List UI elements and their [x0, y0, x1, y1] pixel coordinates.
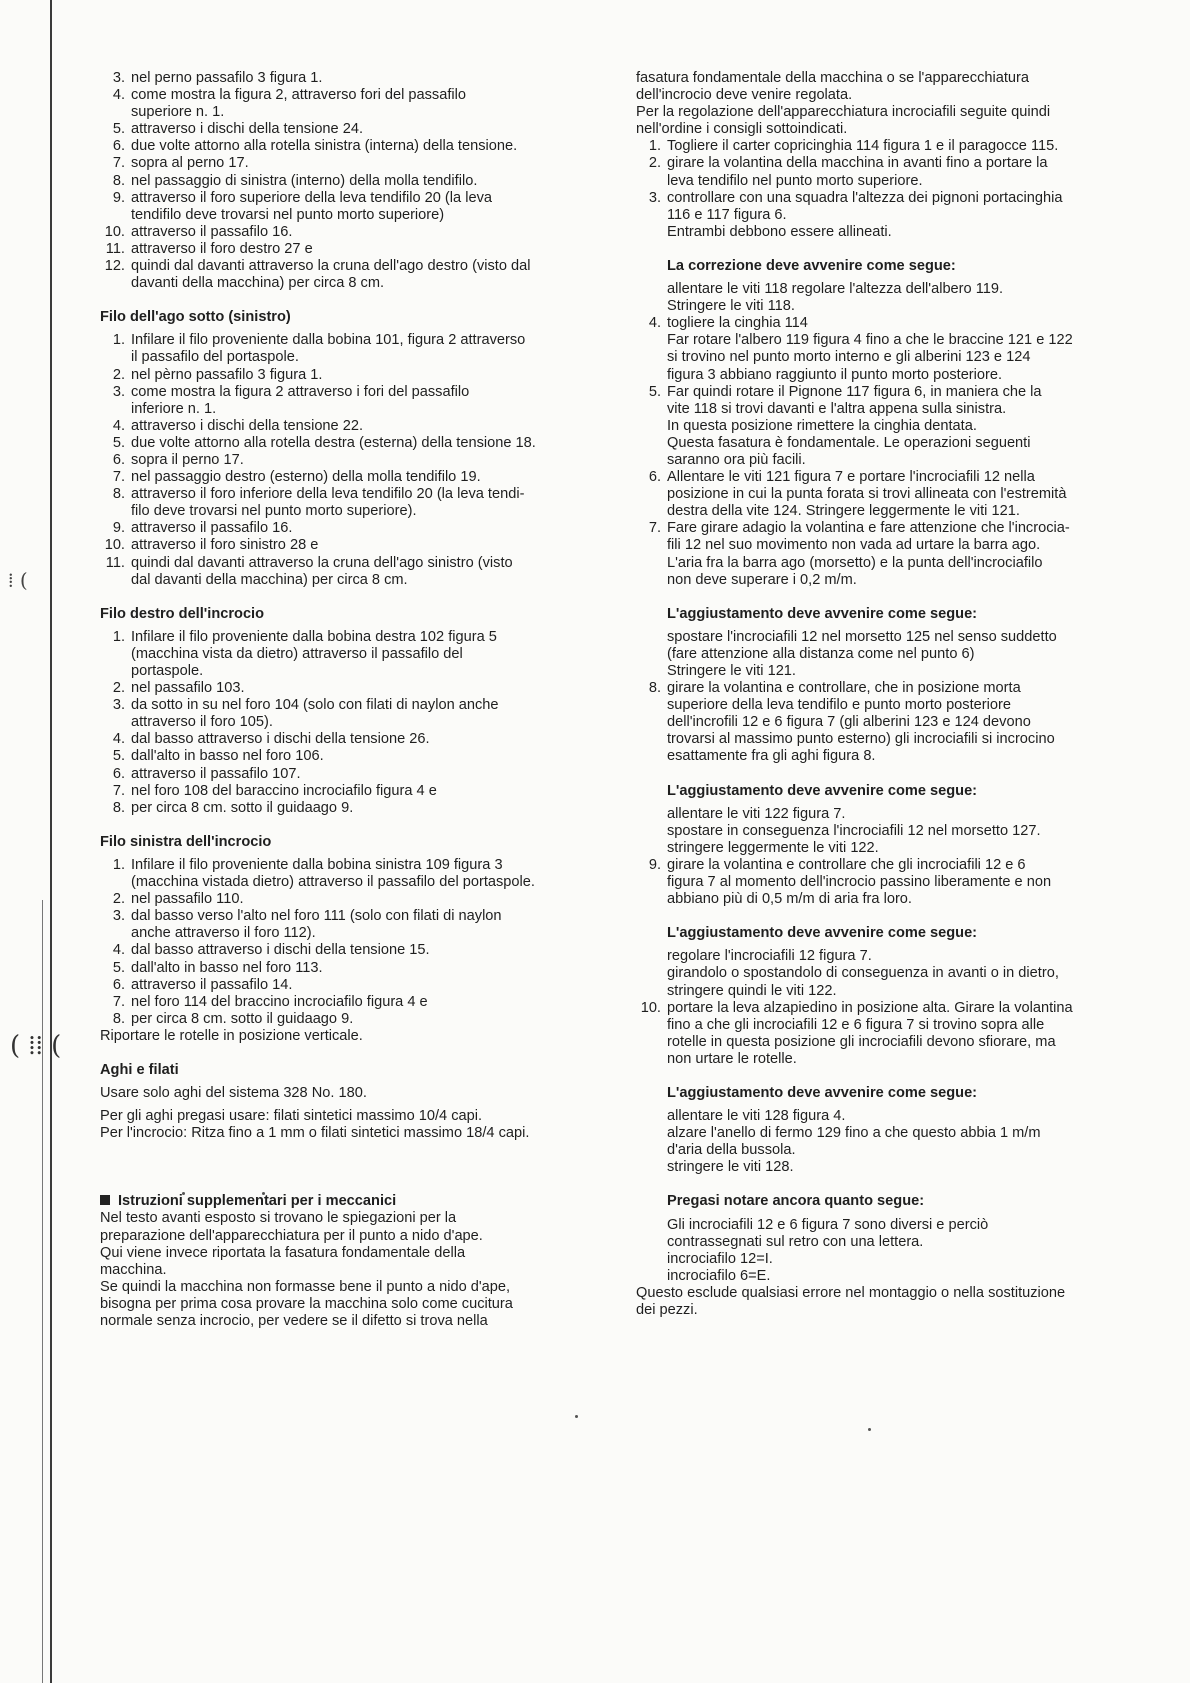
list-item-number: 6. [648, 469, 661, 486]
list-item [100, 994, 620, 1011]
list-item-text: nel foro 108 del baraccino incrociafilo figura 4 e [131, 782, 437, 799]
list-item-text: attraverso il passafilo 16. [131, 223, 293, 240]
adjustment-2-text: allentare le viti 122 figura 7. spostare in conseguenza l'incrociafili 12 nel morsetto 127. stringere leggermente le viti 122. [667, 805, 1041, 856]
list-item [636, 469, 1124, 520]
list-item [100, 190, 620, 224]
list-item-number: 5. [112, 959, 125, 976]
adjustment-4-text: allentare le viti 128 figura 4. alzare l'anello di fermo 129 fino a che questo abbia 1 m/m d'aria della bussola. stringere le viti 128. [667, 1108, 1041, 1176]
list-item-text: nel pèrno passafilo 3 figura 1. [131, 366, 323, 383]
list-item [100, 680, 620, 697]
scan-speck [868, 1428, 871, 1431]
needle-thread-text: Per gli aghi pregasi usare: filati sintetici massimo 10/4 capi. [100, 1108, 483, 1125]
list-item-text: quindi dal davanti attraverso la cruna dell'ago destro (visto dal davanti della macchina) per circa 8 cm. [131, 258, 531, 292]
list-item-text: girare la volantina della macchina in avanti fino a portare la leva tendifilo nel punto morto superiore. [667, 155, 1048, 189]
list-item-text: attraverso il passafilo 16. [131, 520, 293, 537]
adjustment-step-8 [636, 680, 1124, 765]
list-item-number: 2. [648, 155, 661, 172]
list-item-number: 9. [648, 856, 661, 873]
list-item-text: come mostra la figura 2, attraverso fori del passafilo superiore n. 1. [131, 87, 466, 121]
list-item [100, 367, 620, 384]
lower-needle-thread-list [100, 332, 620, 588]
list-item [100, 418, 620, 435]
list-item-number: 5. [112, 748, 125, 765]
heading-left-cross-thread: Filo sinistra dell'incrocio [100, 833, 272, 850]
list-item-number: 1. [648, 138, 661, 155]
list-item [636, 1000, 1124, 1068]
needle-system-text: Usare solo aghi del sistema 328 No. 180. [100, 1085, 367, 1102]
list-item-text: girare la volantina e controllare, che in posizione morta superiore della leva tendifilo e punto morto posteriore dell'incrofili 12 e 6 figura 7 (gli alberini 123 e 124 devono trovarsi al massimo punto esterno) gli incrociafili si incrocino esattamente fra gli aghi figura 8. [667, 680, 1055, 765]
heading-adjustment-3: L'aggiustamento deve avvenire come segue: [667, 925, 978, 942]
list-item [636, 520, 1124, 588]
list-item-text: due volte attorno alla rotella sinistra (interna) della tensione. [131, 138, 518, 155]
list-item-text: quindi dal davanti attraverso la cruna dell'ago sinistro (visto dal davanti della macchina) per circa 8 cm. [131, 554, 513, 588]
left-cross-thread-list [100, 857, 620, 1028]
closing-note-text: Questo esclude qualsiasi errore nel montaggio o nella sostituzione dei pezzi. [636, 1284, 1066, 1318]
list-item [100, 452, 620, 469]
list-item [100, 783, 620, 800]
list-item-number: 12. [104, 258, 125, 275]
list-item-text: nel passafilo 103. [131, 680, 245, 697]
list-item-number: 9. [112, 520, 125, 537]
mechanics-instructions-body: Nel testo avanti esposto si trovano le spiegazioni per la preparazione dell'apparecchiatura per il punto a nido d'ape. Qui viene invece riportata la fasatura fondamentale della macchina. Se quindi la macchina non formasse bene il punto a nido d'ape, bisogna per prima cosa provare la macchina solo come cucitura normale senza incrocio, per vedere se il difetto si trova nella [100, 1210, 513, 1329]
list-item [100, 857, 620, 891]
list-item [636, 315, 1124, 383]
list-item-text: Allentare le viti 121 figura 7 e portare l'incrociafili 12 nella posizione in cui la punta forata si trovi allineata con l'estremità destra della vite 124. Stringere leggermente le viti 121. [667, 469, 1067, 520]
list-item-text: controllare con una squadra l'altezza dei pignoni portacinghia 116 e 117 figura 6. Entrambi debbono essere allineati. [667, 189, 1063, 240]
list-item [100, 697, 620, 731]
list-item-number: 11. [105, 240, 125, 257]
list-item-number: 10. [640, 999, 661, 1016]
list-item-number: 6. [112, 138, 125, 155]
list-item-number: 2. [112, 891, 125, 908]
list-item-text: Infilare il filo proveniente dalla bobina 101, figura 2 attraverso il passafilo del portaspole. [131, 332, 526, 366]
list-item-number: 8. [112, 486, 125, 503]
list-item-number: 7. [112, 469, 125, 486]
list-item-text: girare la volantina e controllare che gli incrociafili 12 e 6 figura 7 al momento dell'incrocio passino liberamente e non abbiano più di 0,5 m/m di aria fra loro. [667, 856, 1052, 908]
list-item [636, 190, 1124, 241]
adjustment-step-10 [636, 1000, 1124, 1068]
list-item-number: 1. [112, 628, 125, 645]
list-item [100, 891, 620, 908]
list-item-text: attraverso il foro destro 27 e [131, 240, 313, 257]
list-item-text: dall'alto in basso nel foro 113. [131, 959, 323, 976]
list-item [100, 908, 620, 942]
list-item-text: Far quindi rotare il Pignone 117 figura 6, in maniera che la vite 118 si trovi davanti e l'altra appena sulla sinistra. In questa posizione rimettere la cinghia dentata. Questa fasatura è fondamentale. Le operazioni seguenti saranno ora più facili. [667, 383, 1042, 468]
list-item [100, 241, 620, 258]
margin-scan-marks: ⁞ ( [8, 568, 28, 592]
scan-speck [575, 1415, 578, 1418]
list-item-number: 6. [112, 976, 125, 993]
list-item-number: 2. [112, 366, 125, 383]
list-item [100, 977, 620, 994]
list-item-number: 7. [112, 993, 125, 1010]
list-item-number: 10. [104, 223, 125, 240]
adjustment-3-text: regolare l'incrociafili 12 figura 7. girandolo o spostandolo di conseguenza in avanti o in dietro, stringere quindi le viti 122. [667, 948, 1059, 999]
list-item [100, 960, 620, 977]
right-intro-text: fasatura fondamentale della macchina o se l'apparecchiatura dell'incrocio deve venire regolata. Per la regolazione dell'apparecchiatura incrociafili seguite quindi nell'ordine i consigli sottoindicati. [636, 70, 1051, 138]
list-item-number: 7. [648, 520, 661, 537]
list-item-number: 4. [112, 87, 125, 104]
list-item-number: 5. [648, 383, 661, 400]
list-item-number: 10. [104, 537, 125, 554]
list-item-text: togliere la cinghia 114 Far rotare l'albero 119 figura 4 fino a che le braccine 121 e 122 si trovino nel punto morto interno e gli alberini 123 e 124 figura 3 abbiano raggiunto il punto morto posteriore. [667, 315, 1073, 383]
list-item [636, 857, 1124, 908]
rotelle-vertical-note: Riportare le rotelle in posizione verticale. [100, 1027, 363, 1044]
list-item [100, 70, 620, 87]
binding-edge-line [50, 0, 52, 1683]
adjustment-steps-4-7 [636, 315, 1124, 589]
right-cross-thread-list [100, 629, 620, 817]
list-item-number: 11. [105, 554, 125, 571]
list-item [100, 155, 620, 172]
list-item [100, 942, 620, 959]
heading-adjustment-1: L'aggiustamento deve avvenire come segue: [667, 605, 978, 622]
list-item-text: Togliere il carter copricinghia 114 figura 1 e il paragocce 115. [667, 138, 1059, 155]
list-item-number: 3. [112, 70, 125, 86]
list-item-text: sopra il perno 17. [131, 451, 244, 468]
list-item-text: attraverso i dischi della tensione 22. [131, 417, 364, 434]
list-item-text: attraverso il foro sinistro 28 e [131, 537, 319, 554]
list-item [100, 173, 620, 190]
list-item-number: 4. [648, 315, 661, 332]
cross-thread-text: Per l'incrocio: Ritza fino a 1 mm o filati sintetici massimo 18/4 capi. [100, 1125, 530, 1142]
binding-edge-line-lower [42, 900, 43, 1683]
heading-mechanics-instructions: Istruzioni supplementari per i meccanici [100, 1193, 620, 1210]
list-item [100, 748, 620, 765]
list-item [100, 332, 620, 366]
list-item-text: nel passaggio destro (esterno) della molla tendifilo 19. [131, 469, 481, 486]
list-item-text: attraverso il passafilo 107. [131, 765, 301, 782]
list-item-text: dall'alto in basso nel foro 106. [131, 748, 324, 765]
list-item-text: attraverso il passafilo 14. [131, 976, 293, 993]
threading-upper-needle-list [100, 70, 620, 292]
list-item [100, 486, 620, 520]
heading-lower-needle-thread: Filo dell'ago sotto (sinistro) [100, 309, 291, 326]
list-item-number: 3. [112, 697, 125, 714]
list-item-number: 8. [648, 680, 661, 697]
list-item-number: 2. [112, 680, 125, 697]
list-item-number: 5. [112, 434, 125, 451]
list-item-number: 1. [112, 856, 125, 873]
list-item-text: Infilare il filo proveniente dalla bobina sinistra 109 figura 3 (macchina vistada dietro) attraverso il passafilo del portaspole. [131, 856, 535, 891]
list-item-text: due volte attorno alla rotella destra (esterna) della tensione 18. [131, 434, 536, 451]
list-item [100, 537, 620, 554]
list-item [100, 87, 620, 121]
list-item-number: 3. [112, 908, 125, 925]
list-item-number: 8. [112, 1010, 125, 1027]
heading-please-note: Pregasi notare ancora quanto segue: [667, 1193, 925, 1210]
list-item [636, 384, 1124, 469]
list-item [100, 258, 620, 292]
list-item-number: 9. [112, 189, 125, 206]
list-item [100, 800, 620, 817]
list-item-text: dal basso attraverso i dischi della tensione 15. [131, 942, 430, 959]
punch-hole-marks: ( ⁞⁞ ( [10, 1031, 62, 1061]
list-item-text: da sotto in su nel foro 104 (solo con filati di naylon anche attraverso il foro 105). [131, 697, 499, 731]
list-item-text: nel passafilo 110. [131, 891, 244, 908]
list-item-text: attraverso il foro inferiore della leva tendifilo 20 (la leva tendi- filo deve trovarsi nel punto morto superiore). [131, 486, 525, 520]
list-item-text: nel perno passafilo 3 figura 1. [131, 70, 323, 86]
please-note-text: Gli incrociafili 12 e 6 figura 7 sono diversi e perciò contrassegnati sul retro con una lettera. incrociafilo 12=I. incrociafilo 6=E. [667, 1216, 989, 1284]
list-item-text: portare la leva alzapiedino in posizione alta. Girare la volantina fino a che gli incrociafili 12 e 6 figura 7 si trovino sopra alle rotelle in questa posizione gli incrociafili devono sfiorare, ma non urtare le rotelle. [667, 999, 1073, 1067]
list-item [636, 680, 1124, 765]
list-item-number: 7. [112, 782, 125, 799]
heading-adjustment-2: L'aggiustamento deve avvenire come segue: [667, 782, 978, 799]
adjustment-step-9 [636, 857, 1124, 908]
list-item [100, 121, 620, 138]
list-item [636, 138, 1124, 155]
list-item-text: come mostra la figura 2 attraverso i fori del passafilo inferiore n. 1. [131, 383, 470, 417]
list-item-text: dal basso verso l'alto nel foro 111 (solo con filati di naylon anche attraverso il foro 112). [131, 908, 502, 942]
list-item-number: 6. [112, 765, 125, 782]
list-item-number: 8. [112, 799, 125, 816]
list-item [100, 555, 620, 589]
list-item-text: dal basso attraverso i dischi della tensione 26. [131, 731, 430, 748]
list-item [100, 766, 620, 783]
list-item-number: 8. [112, 172, 125, 189]
list-item-number: 4. [112, 417, 125, 434]
list-item [100, 1011, 620, 1028]
list-item-number: 7. [112, 155, 125, 172]
list-item [100, 731, 620, 748]
list-item-number: 6. [112, 451, 125, 468]
list-item [100, 384, 620, 418]
list-item-text: per circa 8 cm. sotto il guidaago 9. [131, 799, 354, 816]
list-item-text: nel foro 114 del braccino incrociafilo figura 4 e [131, 993, 428, 1010]
square-bullet-icon [100, 1195, 110, 1205]
list-item [636, 155, 1124, 189]
list-item-number: 4. [112, 731, 125, 748]
list-item [100, 435, 620, 452]
list-item-text: sopra al perno 17. [131, 155, 249, 172]
list-item-text: Infilare il filo proveniente dalla bobina destra 102 figura 5 (macchina vista da dietro) attraverso il passafilo del portaspole. [131, 628, 497, 679]
list-item [100, 224, 620, 241]
left-column [100, 70, 620, 1330]
list-item-number: 1. [112, 332, 125, 349]
list-item [100, 629, 620, 680]
list-item-number: 3. [112, 383, 125, 400]
list-item [100, 520, 620, 537]
adjustment-steps-1-3 [636, 138, 1124, 241]
correction-text: allentare le viti 118 regolare l'altezza dell'albero 119. Stringere le viti 118. [667, 281, 1004, 315]
list-item-number: 4. [112, 942, 125, 959]
heading-correction: La correzione deve avvenire come segue: [667, 257, 956, 274]
list-item-text: per circa 8 cm. sotto il guidaago 9. [131, 1010, 354, 1027]
heading-needles-threads: Aghi e filati [100, 1061, 179, 1078]
heading-adjustment-4: L'aggiustamento deve avvenire come segue: [667, 1084, 978, 1101]
right-column [636, 70, 1124, 1319]
list-item [100, 469, 620, 486]
list-item-text: attraverso il foro superiore della leva tendifilo 20 (la leva tendifilo deve trovarsi nel punto morto superiore) [131, 189, 492, 223]
list-item-text: Fare girare adagio la volantina e fare attenzione che l'incrocia- fili 12 nel suo movimento non vada ad urtare la barra ago. L'aria fra la barra ago (morsetto) e la punta dell'incrociafilo non deve superare i 0,2 m/m. [667, 520, 1070, 588]
list-item-text: nel passaggio di sinistra (interno) della molla tendifilo. [131, 172, 478, 189]
list-item [100, 138, 620, 155]
heading-right-cross-thread: Filo destro dell'incrocio [100, 605, 265, 622]
adjustment-1-text: spostare l'incrociafili 12 nel morsetto 125 nel senso suddetto (fare attenzione alla distanza come nel punto 6) Stringere le viti 121. [667, 628, 1057, 679]
list-item-number: 3. [648, 189, 661, 206]
list-item-number: 5. [112, 121, 125, 138]
list-item-text: attraverso i dischi della tensione 24. [131, 121, 364, 138]
